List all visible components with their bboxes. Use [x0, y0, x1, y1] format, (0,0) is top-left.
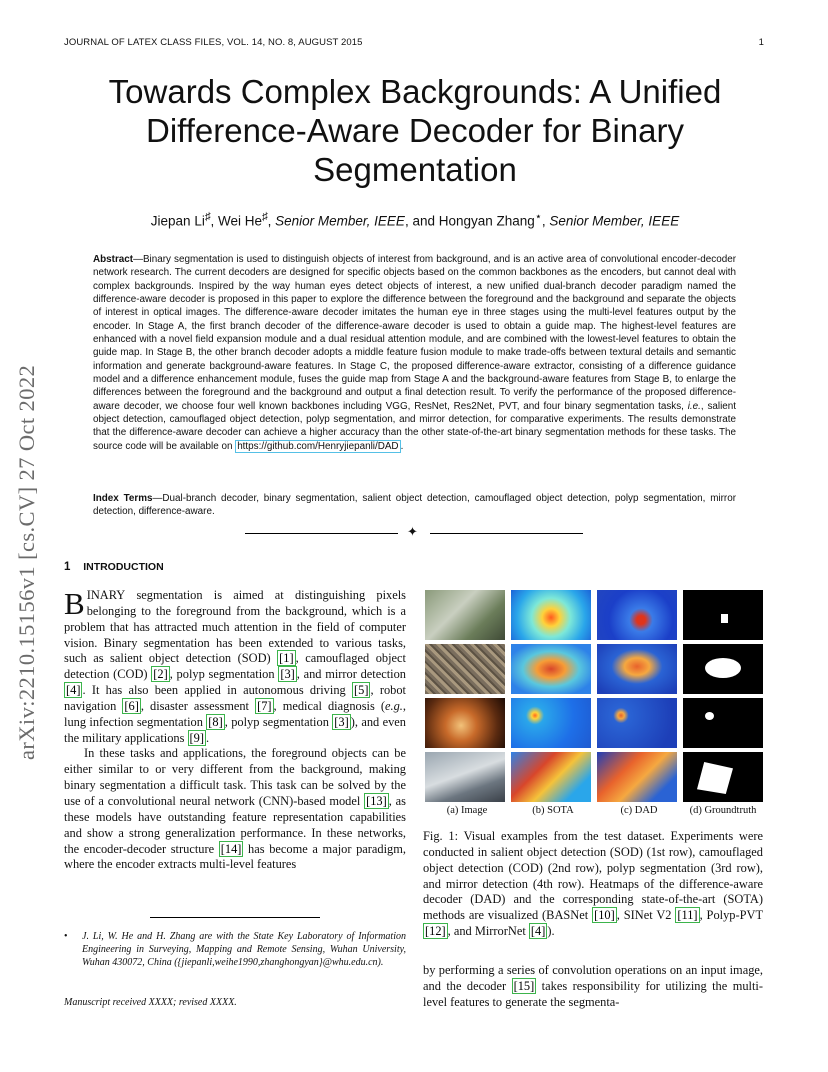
- abstract-ie: i.e.: [687, 400, 701, 412]
- groundtruth-mirror: [683, 752, 763, 802]
- caption-text: ).: [547, 924, 555, 939]
- caption-text: , SINet V2: [616, 908, 676, 923]
- caption-text: Visual examples from the test dataset. Experiments were conducted in salient object detection (SOD) (1st row), camouflaged object detection (COD) (2nd row), polyp segmentation (3rd row), and mirror detection (4th row). Heatmaps of the difference-aware decoder (DAD) and the corresponding state-of-the-art (SOTA) methods are visualized (BASNet: [423, 829, 763, 923]
- index-terms: [93, 492, 736, 519]
- intro-text: , polyp segmentation: [224, 714, 333, 729]
- citation-link[interactable]: [9]: [189, 730, 204, 745]
- citation-link[interactable]: [4]: [530, 924, 546, 939]
- divider-line-left: [245, 533, 398, 534]
- citation-link[interactable]: [1]: [279, 651, 294, 666]
- intro-text: , robot navigation: [64, 683, 406, 713]
- footnote-rule: [150, 917, 320, 918]
- subcaption: (c) DAD: [620, 805, 658, 816]
- intro-text: , lung infection segmentation: [64, 698, 407, 729]
- footnote-bullet: •: [64, 931, 68, 942]
- intro-text: , disaster assessment: [140, 698, 256, 713]
- author-mark: ♯: [204, 211, 211, 223]
- subcaption: (a) Image: [446, 805, 488, 816]
- groundtruth-polyp: [683, 698, 763, 748]
- citation-link[interactable]: [3]: [280, 667, 295, 682]
- abstract-text: —Binary segmentation is used to distinguish objects of interest from background, and is an active area of convolutional encoder-decoder network research. The current decoders are designed for specific objects based on the common backbones as the encoders, but cannot deal with complex backgrounds. Inspired by the way human eyes detect objects of interest, a new unified dual-branch decoder paradigm named the difference-aware decoder is proposed in this paper to explore the difference between the foreground and the background and separate the objects of interest in optical images. The difference-aware decoder imitates the human eye in three stages using the multi-level features output by the encoder. In Stage A, the first branch decoder of the difference-aware decoder is used to obtain a guide map. The highest-level features are enhanced with a novel field expansion module and a dual residual attention module, and are combined with the lowest-level features to obtain the guide map. In Stage B, the other branch decoder adopts a middle feature fusion module to make trade-offs between textural details and semantic information and generate background-aware features. In Stage C, the proposed difference-aware extractor, consisting of a difference guidance model and a difference enhancement module, fuses the guide map from Stage A and the background-aware features from Stage B, to enlarge the differences between the foreground and the background and output a final detection result. To verify the performance of the proposed difference-aware decoder, we choose four well known backbones including VGG, ResNet, Res2Net, PVT, and four binary segmentation tasks,: [93, 254, 736, 412]
- paper-title: Towards Complex Backgrounds: A Unified Difference-Aware Decoder for Binary Segmentation: [108, 73, 722, 188]
- author-role: Senior Member, IEEE: [275, 213, 405, 229]
- abstract: [93, 253, 736, 453]
- author-name: Jiepan Li: [150, 213, 205, 229]
- author-name: Hongyan Zhang: [438, 213, 535, 229]
- figure-caption: [423, 829, 763, 940]
- manuscript-note: Manuscript received XXXX; revised XXXX.: [64, 997, 237, 1008]
- figure-label: Fig. 1:: [423, 829, 459, 843]
- groundtruth-cod: [683, 644, 763, 694]
- intro-eg: e.g.: [385, 698, 403, 713]
- divider-line-right: [430, 533, 583, 534]
- index-terms-label: Index Terms: [93, 493, 153, 504]
- citation-link[interactable]: [4]: [66, 683, 81, 698]
- subcaption: (d) Groundtruth: [689, 805, 757, 816]
- subcaption: (b) SOTA: [532, 805, 574, 816]
- page-number: 1: [758, 37, 764, 48]
- image-mirror: [425, 752, 505, 802]
- intro-text: , and mirror detection: [296, 667, 406, 682]
- intro-column-left: [64, 588, 406, 873]
- heatmap-dad-sod: [597, 590, 677, 640]
- author-and: and: [412, 213, 435, 229]
- intro-text: ), and even the military applications: [64, 714, 406, 745]
- intro-text: , polyp segmentation: [169, 667, 279, 682]
- heatmap-sota-cod: [511, 644, 591, 694]
- intro-text: , medical diagnosis (: [273, 698, 386, 713]
- author-mark: ⋆: [534, 211, 542, 223]
- citation-link[interactable]: [8]: [208, 714, 223, 729]
- section-title: INTRODUCTION: [83, 561, 164, 573]
- heatmap-dad-polyp: [597, 698, 677, 748]
- image-polyp: [425, 698, 505, 748]
- heatmap-dad-mirror: [597, 752, 677, 802]
- section-heading: [64, 561, 164, 573]
- heatmap-sota-sod: [511, 590, 591, 640]
- author-list: Jiepan Li♯, Wei He♯, Senior Member, IEEE, and Hongyan Zhang⋆, Senior Member, IEEE: [150, 211, 680, 229]
- image-cod: [425, 644, 505, 694]
- abstract-text-2: , salient object detection, camouflaged object detection, polyp segmentation, and mirror detection, for comparative experiments. The results demonstrate that the difference-aware decoder can achieve a higher accuracy than the other state-of-the-art binary segmentation methods for these tasks. The source code will be available on: [93, 400, 736, 452]
- intro-text: In these tasks and applications, the foreground objects can be either similar to or very different from the background, making binary segmentation a difficult task. This task can be solved by the use of a convolutional neural network (CNN)-based model: [64, 746, 406, 808]
- arxiv-stamp: arXiv:2210.15156v1 [cs.CV] 27 Oct 2022: [14, 364, 39, 760]
- index-terms-text: —Dual-branch decoder, binary segmentation, salient object detection, camouflaged object detection, polyp segmentation, mirror detection, difference-aware.: [93, 493, 736, 518]
- citation-link[interactable]: [10]: [594, 908, 615, 923]
- image-sod: [425, 590, 505, 640]
- footnote: [64, 930, 406, 969]
- intro-text: segmentation is aimed at distinguishing pixels belonging to the foreground from the background, which is a problem that has attracted much attention in the field of computer vision. Binary segmentation has been extended to various tasks, such as salient object detection (SOD): [64, 588, 406, 666]
- intro-paragraph-1: [64, 588, 406, 746]
- citation-link[interactable]: [2]: [153, 667, 168, 682]
- citation-link[interactable]: [5]: [354, 683, 369, 698]
- caption-text: , Polyp-PVT: [699, 908, 764, 923]
- intro-text: .: [206, 730, 210, 745]
- divider-star-icon: ✦: [407, 524, 418, 539]
- citation-link[interactable]: [7]: [257, 698, 272, 713]
- running-header: [64, 37, 764, 48]
- heatmap-dad-cod: [597, 644, 677, 694]
- footnote-text: J. Li, W. He and H. Zhang are with the State Key Laboratory of Information Engineering in Surveying, Mapping and Remote Sensing, Wuhan University, Wuhan 430072, China ({jiepanli,weihe1990,zhanghongyan}@whu.edu.cn).: [82, 931, 406, 968]
- intro-paragraph-2: [64, 746, 406, 873]
- source-code-link[interactable]: https://github.com/Henryjiepanli/DAD: [237, 440, 399, 452]
- abstract-label: Abstract: [93, 254, 134, 265]
- author-name: Wei He: [217, 213, 262, 229]
- body-text: takes responsibility for utilizing the multi-level features to generate the segmenta-: [423, 978, 763, 1009]
- citation-link[interactable]: [3]: [334, 714, 349, 729]
- citation-link[interactable]: [12]: [425, 924, 446, 939]
- section-number: 1: [64, 561, 71, 573]
- heatmap-sota-polyp: [511, 698, 591, 748]
- intro-text: , as these models have outstanding feature representation capabilities and show a strong generalization performance. In these networks, the encoder-decoder structure: [64, 793, 406, 856]
- dropcap-rest: INARY: [86, 588, 126, 602]
- author-role: Senior Member, IEEE: [549, 213, 680, 229]
- section-divider: [245, 526, 585, 540]
- journal-name: JOURNAL OF LATEX CLASS FILES, VOL. 14, NO. 8, AUGUST 2015: [64, 37, 363, 48]
- intro-text: , camouflaged object detection (COD): [64, 651, 406, 682]
- citation-link[interactable]: [11]: [677, 908, 698, 923]
- intro-text: has become a major paradigm, where the encoder extracts multi-level features: [64, 841, 406, 872]
- author-mark: ♯: [261, 211, 268, 223]
- caption-text: , and MirrorNet: [447, 924, 529, 939]
- groundtruth-sod: [683, 590, 763, 640]
- abstract-end: .: [400, 440, 404, 452]
- intro-column-right: [423, 963, 763, 1011]
- body-text: by performing a series of convolution operations on an input image, and the decoder: [423, 963, 763, 993]
- intro-text: . It has also been applied in autonomous driving: [82, 683, 352, 698]
- heatmap-sota-mirror: [511, 752, 591, 802]
- citation-link[interactable]: [15]: [513, 978, 535, 993]
- citation-link[interactable]: [13]: [366, 793, 387, 808]
- citation-link[interactable]: [14]: [220, 841, 242, 856]
- citation-link[interactable]: [6]: [124, 698, 139, 713]
- dropcap: B: [64, 586, 85, 621]
